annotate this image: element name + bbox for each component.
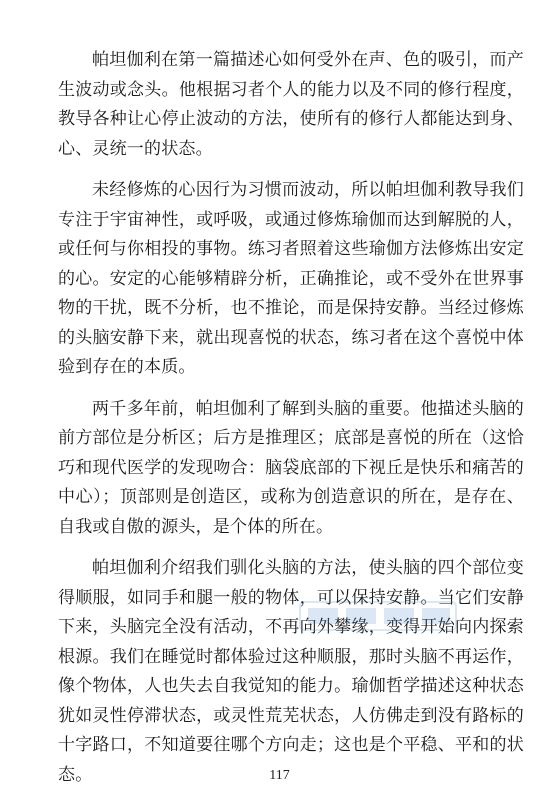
paragraph-3: 两千多年前，帕坦伽利了解到头脑的重要。他描述头脑的前方部位是分析区；后方是推理区；底部是喜悦的所在（这恰巧和现代医学的发现吻合：脑袋底部的下视丘是快乐和痛苦的中心）；顶部则是创造区，或称为创造意识的所在，是存在、自我或自傲的源头，是个体的所在。: [58, 398, 524, 537]
paragraph-4: 帕坦伽利介绍我们驯化头脑的方法，使头脑的四个部位变得顺服，如同手和腿一般的物体，可以保持安静。当它们安静下来，头脑完全没有活动，不再向外攀缘，变得开始向内探索根源。我们在睡觉时都体验过这种顺服，那时头脑不再运作，像个物体，人也失去自我觉知的能力。瑜伽哲学描述这种状态犹如灵性停滞状态，或灵性荒芜状态，人仿佛走到没有路标的十字路口，不知道要往哪个方向走；这也是个平稳、平和的状态。: [58, 558, 524, 785]
page-number: 117: [269, 768, 290, 783]
paragraph-2: 未经修炼的心因行为习惯而波动，所以帕坦伽利教导我们专注于宇宙神性，或呼吸，或通过修炼瑜伽而达到解脱的人，或任何与你相投的事物。练习者照着这些瑜伽方法修炼出安定的心。安定的心能够精辟分析，正确推论，或不受外在世界事物的干扰，既不分析，也不推论，而是保持安静。当经过修炼的头脑安静下来，就出现喜悦的状态，练习者在这个喜悦中体验到存在的本质。: [58, 180, 524, 377]
paragraph-1: 帕坦伽利在第一篇描述心如何受外在声、色的吸引，而产生波动或念头。他根据习者个人的能力以及不同的修行程度，教导各种让心停止波动的方法，使所有的修行人都能达到身、心、灵统一的状态。: [58, 50, 524, 159]
page-body: [58, 46, 524, 802]
